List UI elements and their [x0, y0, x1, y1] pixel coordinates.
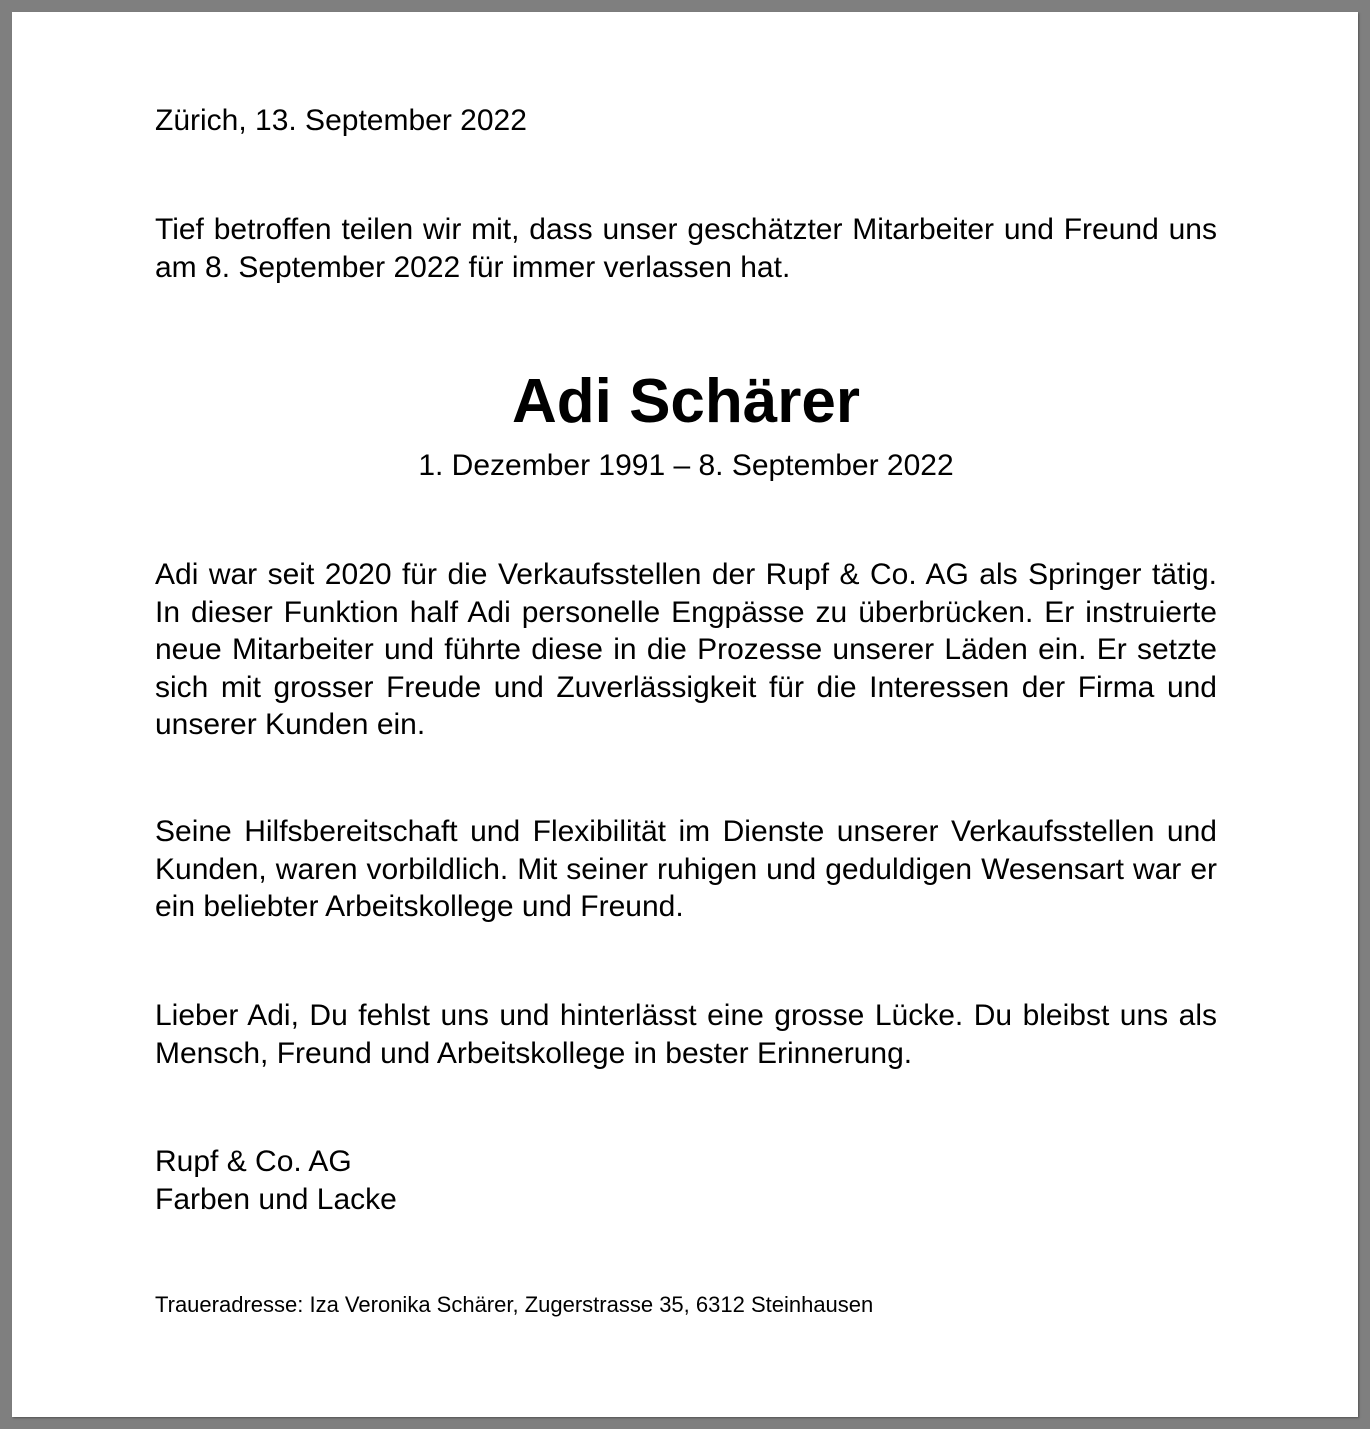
- deceased-name: Adi Schärer: [511, 367, 861, 436]
- mourning-address: Traueradresse: Iza Veronika Schärer, Zugerstrasse 35, 6312 Steinhausen: [155, 1292, 874, 1317]
- place-date: Zürich, 13. September 2022: [155, 104, 527, 137]
- company-name: Rupf & Co. AG: [155, 1145, 352, 1178]
- farewell-paragraph: Lieber Adi, Du fehlst uns und hinterlässt eine grosse Lücke. Du bleibst uns als Mensch, Freund und Arbeitskollege in bester Erinnerung.: [155, 999, 1217, 1070]
- tribute-paragraph-2: Seine Hilfsbereitschaft und Flexibilität im Dienste unserer Verkaufsstellen und Kunden, waren vorbildlich. Mit seiner ruhigen und geduldigen Wesensart war er ein beliebter Arbeitskollege und Freund.: [155, 815, 1217, 923]
- lifespan-dates: 1. Dezember 1991 – 8. September 2022: [418, 449, 954, 482]
- company-tagline: Farben und Lacke: [155, 1182, 397, 1216]
- signature-block: [155, 1143, 1217, 1218]
- intro-paragraph: Tief betroffen teilen wir mit, dass unser geschätzter Mitarbeiter und Freund uns am 8. September 2022 für immer verlassen hat.: [155, 213, 1217, 284]
- obituary-page: [12, 12, 1358, 1417]
- tribute-paragraph-1: Adi war seit 2020 für die Verkaufsstellen der Rupf & Co. AG als Springer tätig. In dieser Funktion half Adi personelle Engpässe zu überbrücken. Er instruierte neue Mitarbeiter und führte diese in die Prozesse unserer Läden ein. Er setzte sich mit grosser Freude und Zuverlässigkeit für die Interessen der Firma und unserer Kunden ein.: [155, 558, 1217, 741]
